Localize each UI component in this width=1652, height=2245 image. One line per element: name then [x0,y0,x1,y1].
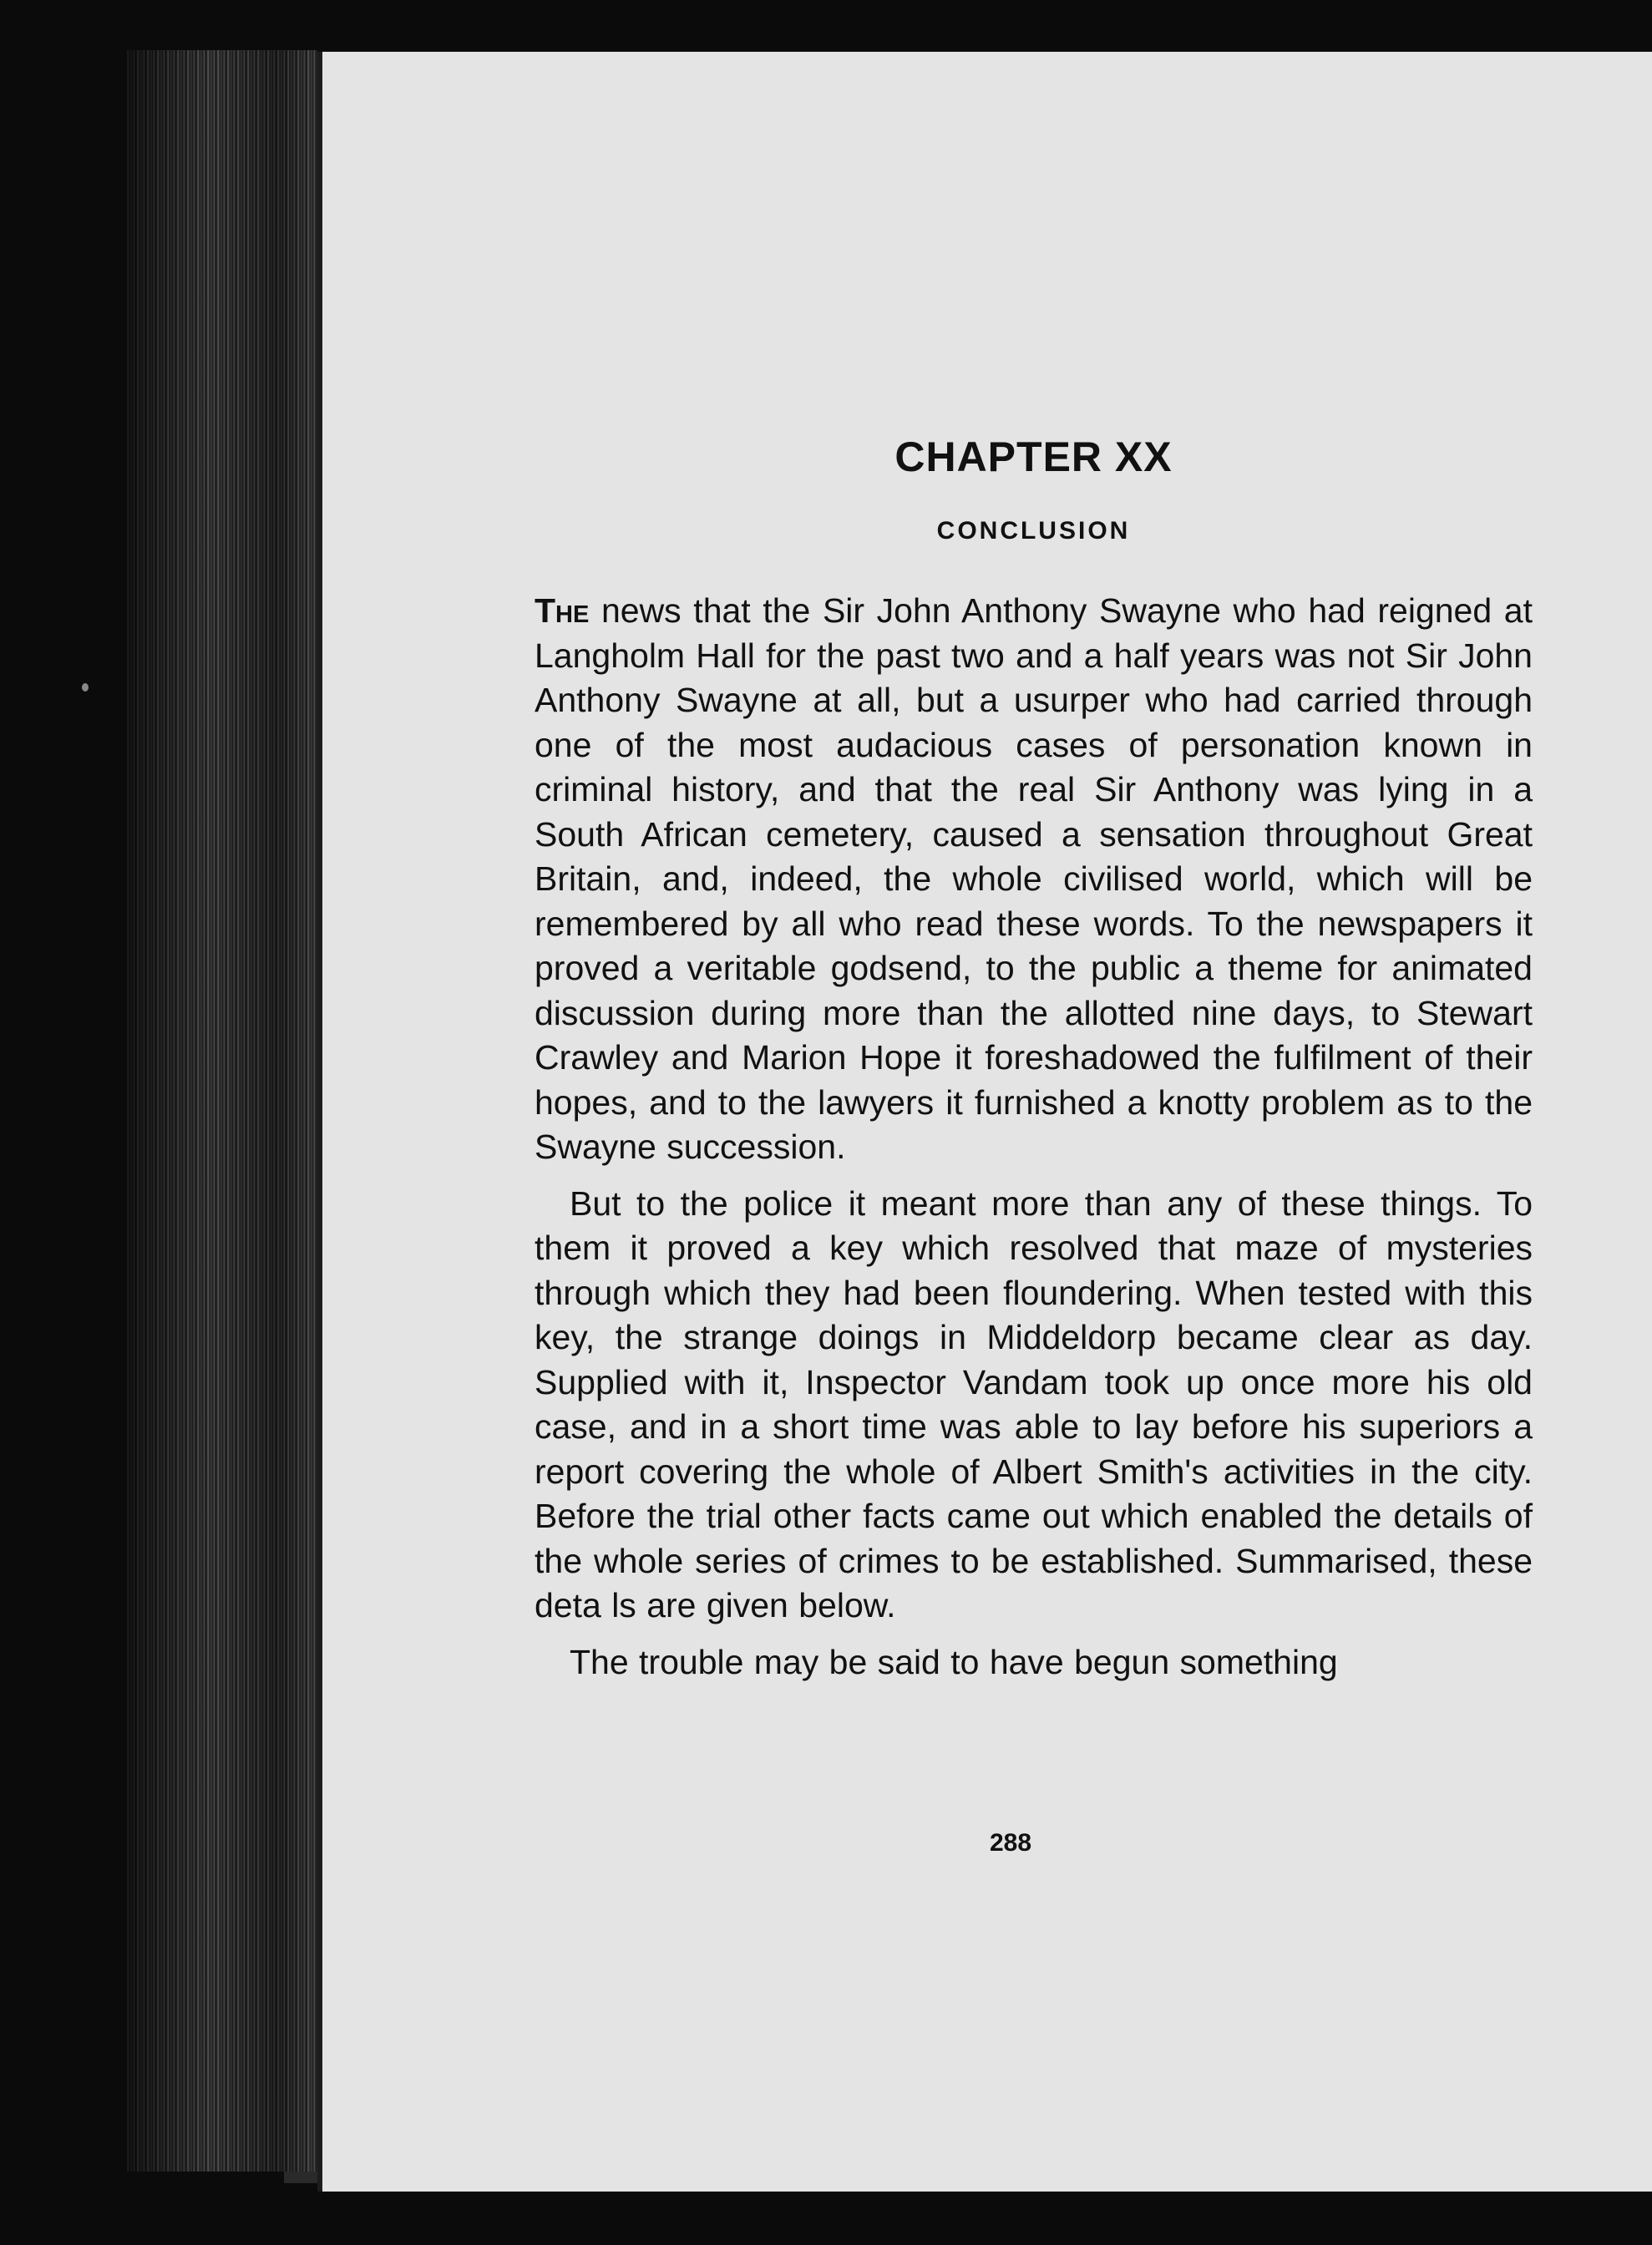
paragraph-1-text: news that the Sir John Anthony Swayne who had reigned at Langholm Hall for the past two and a half years was not Sir John Anthony Swayne at all, but a usurper who had carried through one of the most audacious cases of personation known in criminal history, and that the real Sir Anthony was lying in a South African cemetery, caused a sensation throughout Great Britain, and, indeed, the whole civilised world, which will be remembered by all who read these words. To the newspapers it proved a veritable godsend, to the public a theme for animated discussion during more than the allotted nine days, to Stewart Crawley and Marion Hope it foreshadowed the fulfilment of their hopes, and to the lawyers it furnished a knotty problem as to the Swayne succession. [535,591,1533,1166]
lead-word: The [535,591,590,630]
page-number: 288 [989,1829,1032,1857]
page-text-block [535,434,1533,1696]
spine-shadow [125,50,317,2172]
paragraph-3: The trouble may be said to have begun something [570,1642,1338,1681]
paragraph-2: But to the police it meant more than any of these things. To them it proved a key which resolved that maze of mysteries through which they had been floundering. When tested with this key, the strange doings in Middeldorp became clear as day. Supplied with it, Inspector Vandam took up once more his old case, and in a short time was able to lay before his superiors a report covering the whole of Albert Smith's activities in the city. Before the trial other facts came out which enabled the details of the whole series of crimes to be established. Summarised, these deta ls are given below. [535,1183,1533,1624]
dust-speck [82,683,89,692]
chapter-title: CHAPTER XX [894,433,1173,480]
chapter-subtitle: CONCLUSION [936,517,1131,545]
paragraph-1 [535,589,1533,1170]
